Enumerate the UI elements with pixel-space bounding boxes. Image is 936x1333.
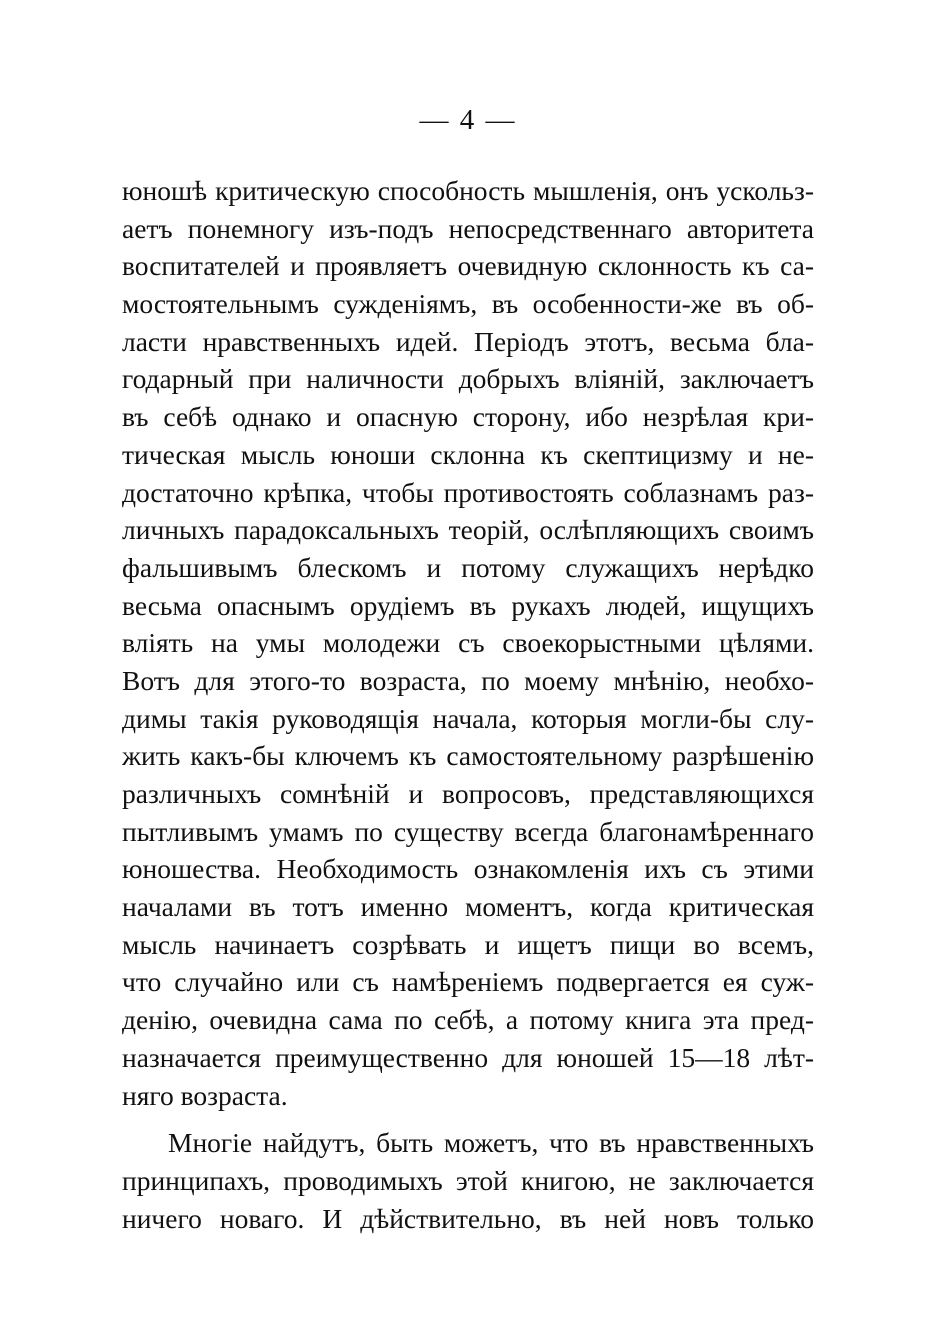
text-line: вліять на умы молодежи съ своекорыстными цѣлями. xyxy=(122,627,814,659)
text-line: Многіе найдутъ, быть можетъ, что въ нравственныхъ xyxy=(168,1127,814,1159)
text-line: что случайно или съ намѣреніемъ подвергается ея суж- xyxy=(122,966,814,998)
paragraph-gap xyxy=(122,1114,814,1124)
text-line: няго возраста. xyxy=(122,1079,288,1111)
text-line: мысль начинаетъ созрѣвать и ищетъ пищи во всемъ, xyxy=(122,928,814,960)
text-line: достаточно крѣпка, чтобы противостоять соблазнамъ раз- xyxy=(122,476,814,508)
text-line: назначается преимущественно для юношей 15—18 лѣт- xyxy=(122,1041,814,1073)
text-line: весьма опаснымъ орудіемъ въ рукахъ людей, ищущихъ xyxy=(122,589,814,621)
text-line: юношества. Необходимость ознакомленія ихъ съ этими xyxy=(122,853,814,885)
text-line: тическая мысль юноши склонна къ скептицизму и не- xyxy=(122,438,814,470)
text-line: Вотъ для этого-то возраста, по моему мнѣнію, необхо- xyxy=(122,664,814,696)
text-line: димы такія руководящія начала, которыя могли-бы слу- xyxy=(122,702,814,734)
text-line: пытливымъ умамъ по существу всегда благонамѣреннаго xyxy=(122,815,814,847)
paragraph-1 xyxy=(122,172,814,1114)
text-line: юношѣ критическую способность мышленія, онъ ускольз- xyxy=(122,175,814,206)
text-line: ласти нравственныхъ идей. Періодъ этотъ, весьма бла- xyxy=(122,325,814,357)
text-line: въ себѣ однако и опасную сторону, ибо незрѣлая кри- xyxy=(122,401,814,433)
text-line: аетъ понемногу изъ-подъ непосредственнаго авторитета xyxy=(122,212,814,244)
text-line: мостоятельнымъ сужденіямъ, въ особенности-же въ об- xyxy=(122,288,814,320)
text-line: воспитателей и проявляетъ очевидную склонность къ са- xyxy=(122,250,814,282)
text-line: фальшивымъ блескомъ и потому служащихъ нерѣдко xyxy=(122,551,814,583)
text-line: денію, очевидна сама по себѣ, а потому книга эта пред- xyxy=(122,1004,814,1036)
page-number: — 4 — xyxy=(419,104,517,136)
text-line: жить какъ-бы ключемъ къ самостоятельному разрѣшенію xyxy=(122,740,814,772)
text-line: годарный при наличности добрыхъ вліяній, заключаетъ xyxy=(122,363,814,395)
text-line: ничего новаго. И дѣйствительно, въ ней новъ только xyxy=(122,1202,814,1234)
paragraph-2 xyxy=(122,1124,814,1237)
text-line: различныхъ сомнѣній и вопросовъ, представляющихся xyxy=(122,778,814,809)
body-text xyxy=(122,172,814,1237)
text-line: принципахъ, проводимыхъ этой книгою, не заключается xyxy=(122,1164,814,1196)
text-line: началами въ тотъ именно моментъ, когда критическая xyxy=(122,891,814,923)
text-line: личныхъ парадоксальныхъ теорій, ослѣпляющихъ своимъ xyxy=(122,514,814,546)
